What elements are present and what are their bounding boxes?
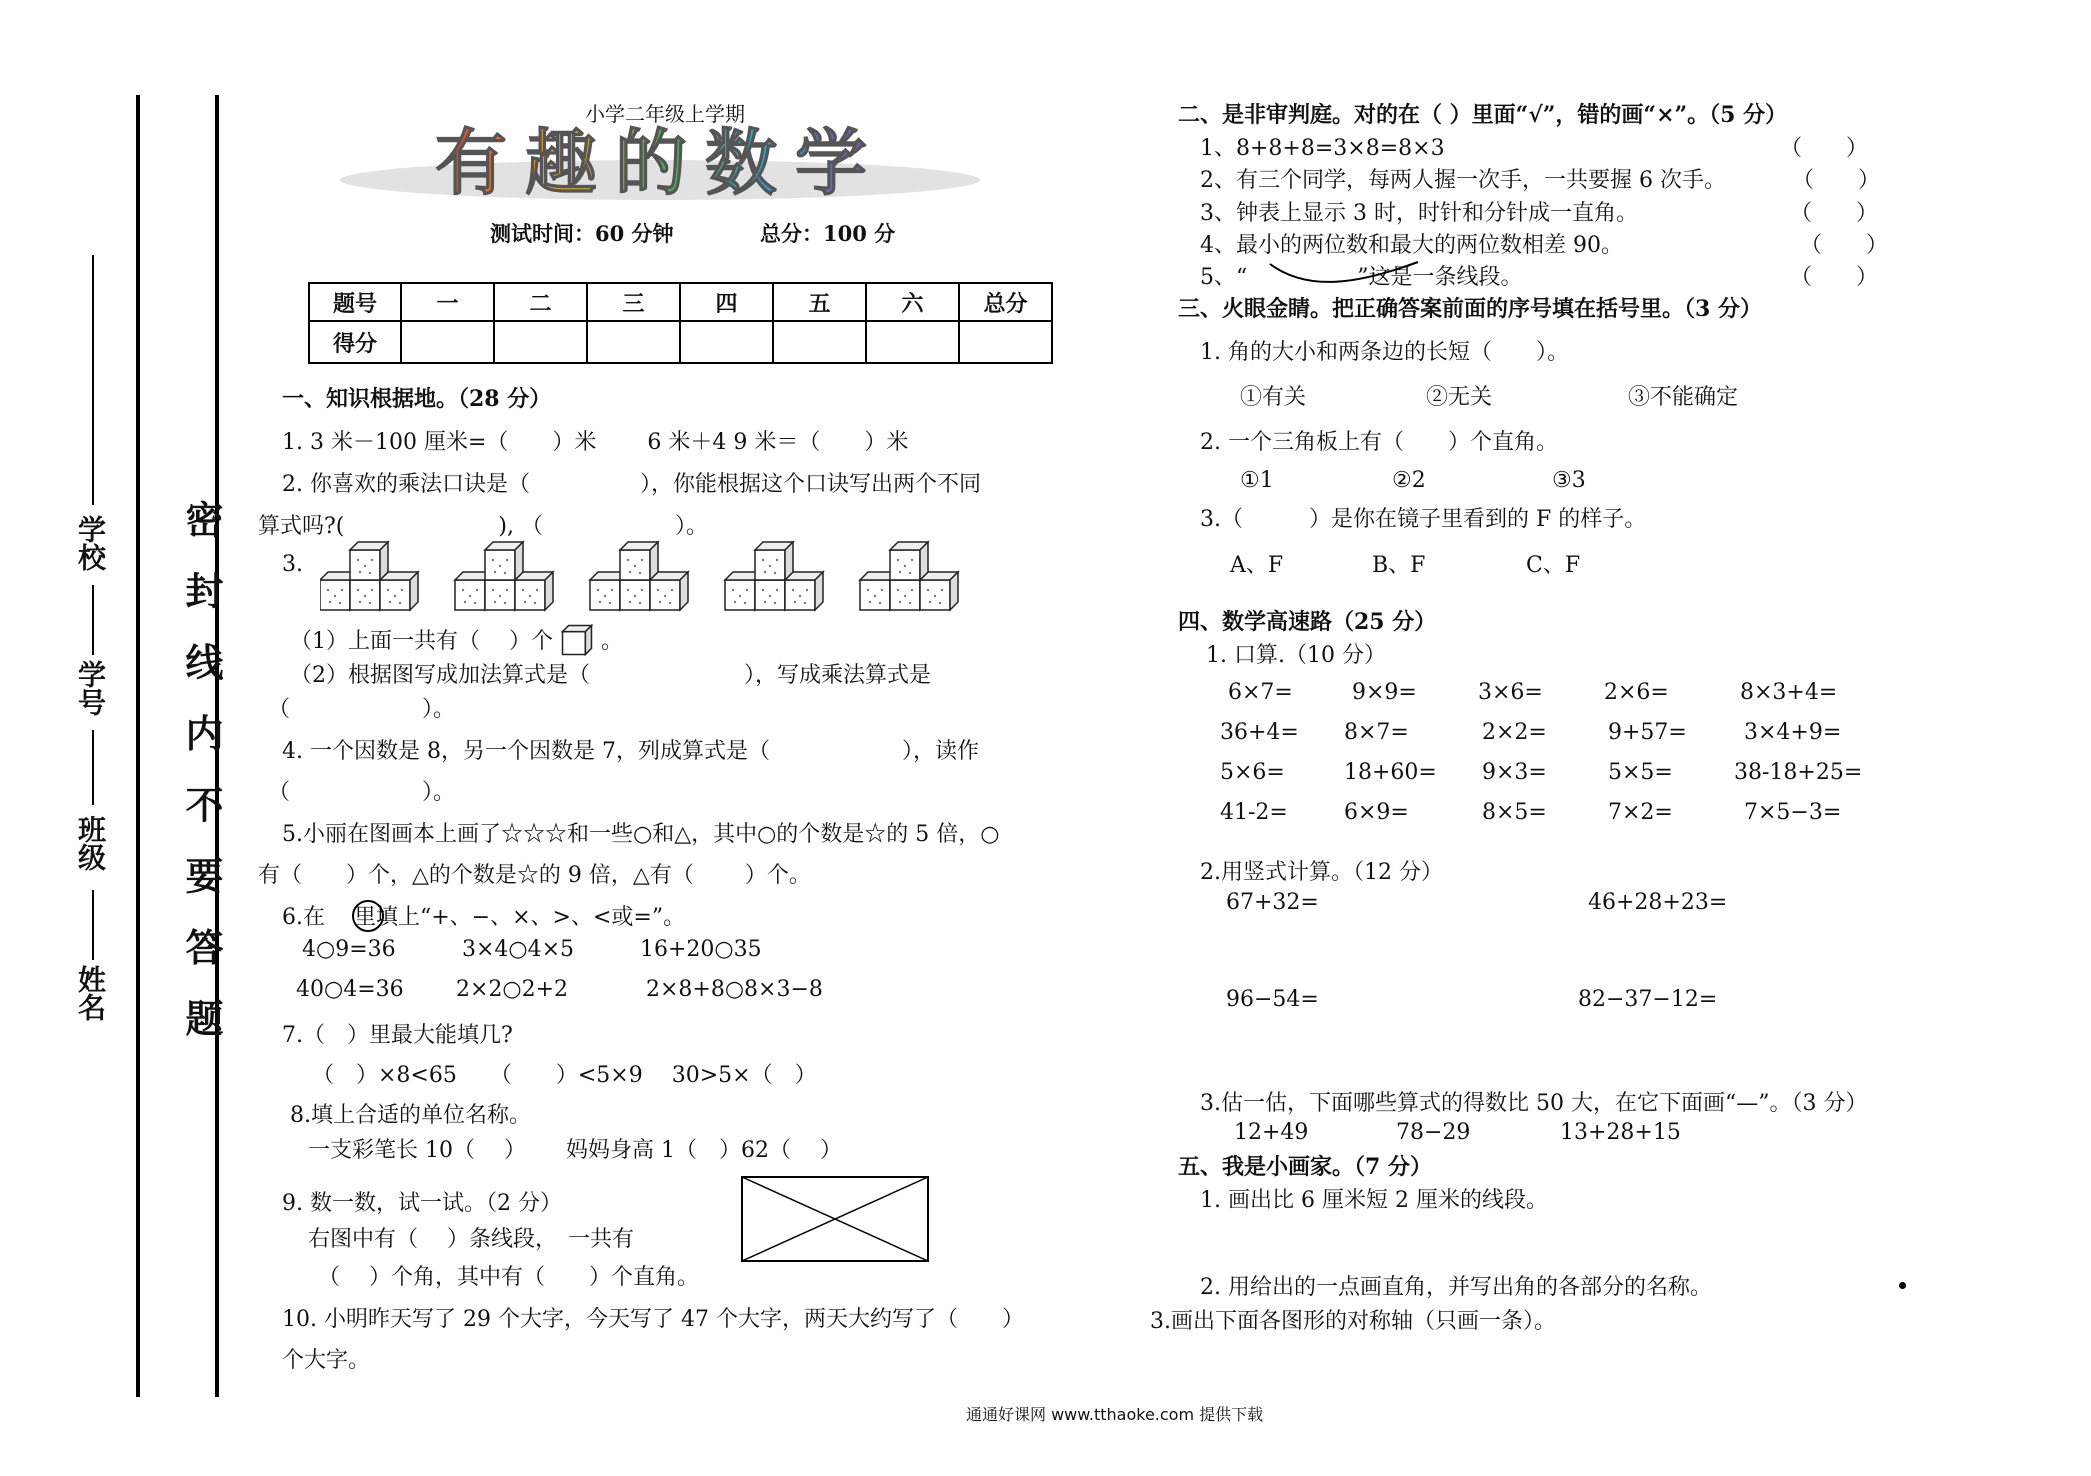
s1-q3-1 <box>290 624 623 656</box>
section4-heading: 四、数学高速路（25 分） <box>1178 609 1437 635</box>
s5-q3: 3.画出下面各图形的对称轴（只画一条）。 <box>1150 1309 1556 1334</box>
oral-item: 7×2= <box>1608 800 1673 825</box>
s1-q3-2b: （ ）。 <box>268 697 456 722</box>
s1-q5a: 5.小丽在图画本上画了☆☆☆和一些○和△，其中○的个数是☆的 5 倍，○ <box>282 822 1000 847</box>
score-head-cell: 五 <box>773 283 866 321</box>
vert-calc-4: 82−37−12= <box>1578 987 1718 1012</box>
cube-figure-4 <box>725 542 823 610</box>
s2-item-2: 2、有三个同学，每两人握一次手，一共要握 6 次手。 <box>1200 168 1726 193</box>
s2-paren-4: （ ） <box>1800 233 1889 258</box>
score-header-row <box>309 283 1052 321</box>
oral-item: 6×9= <box>1344 800 1409 825</box>
binding-line-outer <box>136 95 140 1397</box>
s1-q8: 8.填上合适的单位名称。 <box>290 1103 531 1128</box>
score-head-cell: 六 <box>866 283 959 321</box>
s1-q4b: （ ）。 <box>268 780 456 805</box>
vert-calc-3: 96−54= <box>1226 987 1319 1012</box>
s1-q3-1-end: 。 <box>601 629 624 654</box>
s2-paren-3: （ ） <box>1790 201 1879 226</box>
s1-q1: 1. 3 米－100 厘米=（ ）米 6 米＋4 9 米＝（ ）米 <box>282 430 909 455</box>
field-name-line <box>92 890 94 960</box>
s1-q10a: 10. 小明昨天写了 29 个大字，今天写了 47 个大字，两天大约写了（ ） <box>282 1307 1024 1332</box>
field-name-label: 姓名 <box>74 965 107 1021</box>
s1-q5b: 有（ ）个，△的个数是☆的 9 倍，△有（ ）个。 <box>258 863 811 888</box>
s3-q2-opt-1: ①1 <box>1240 468 1274 493</box>
title-text: 有趣的数学 <box>434 121 886 205</box>
field-class-label: 班级 <box>74 815 107 871</box>
s3-q1-opt-3: ③不能确定 <box>1628 385 1739 410</box>
cube-figures <box>320 540 980 612</box>
cube-figure-5 <box>860 542 958 610</box>
score-head-cell: 题号 <box>309 283 401 321</box>
score-head-cell: 一 <box>401 283 494 321</box>
s3-q3-opt-c: C、F <box>1526 553 1581 578</box>
s3-q3: 3.（ ）是你在镜子里看到的 F 的样子。 <box>1200 507 1647 532</box>
given-point <box>1899 1282 1906 1289</box>
s3-q2-opt-2: ②2 <box>1392 468 1426 493</box>
s3-q1-opt-2: ②无关 <box>1426 385 1493 410</box>
section3-heading: 三、火眼金睛。把正确答案前面的序号填在括号里。（3 分） <box>1178 296 1762 322</box>
score-value-cell[interactable] <box>587 321 680 363</box>
s1-q7-row: （ ）×8<65 （ ）<5×9 30>5×（ ） <box>312 1063 817 1088</box>
grade-label: 小学二年级上学期 <box>585 102 745 126</box>
vert-calc-1: 67+32= <box>1226 890 1319 915</box>
score-value-cell[interactable] <box>494 321 587 363</box>
oral-item: 2×2= <box>1482 720 1547 745</box>
oral-item: 18+60= <box>1344 760 1437 785</box>
s4-q3: 3.估一估，下面哪些算式的得数比 50 大，在它下面画“—”。（3 分） <box>1200 1091 1868 1116</box>
s1-q9a: 右图中有（ ）条线段， 一共有 <box>308 1227 634 1252</box>
s3-q1: 1. 角的大小和两条边的长短（ ）。 <box>1200 340 1569 365</box>
estimate-item-1: 12+49 <box>1234 1120 1309 1145</box>
total-score: 总分：100 分 <box>760 221 896 246</box>
s3-q3-opt-b: B、F <box>1372 553 1426 578</box>
s2-item-4: 4、最小的两位数和最大的两位数相差 90。 <box>1200 233 1623 258</box>
field-class-line <box>92 730 94 805</box>
oral-item: 3×6= <box>1478 680 1543 705</box>
cube-figure-1 <box>320 542 418 610</box>
s4-q2: 2.用竖式计算。（12 分） <box>1200 860 1443 885</box>
cube-figure-3 <box>590 542 688 610</box>
s1-q6-r2-2: 2×2○2+2 <box>456 977 569 1002</box>
oral-item: 9×3= <box>1482 760 1547 785</box>
s5-q2: 2. 用给出的一点画直角，并写出角的各部分的名称。 <box>1200 1275 1712 1300</box>
score-value-cell[interactable] <box>959 321 1052 363</box>
circle-blank-icon <box>352 900 384 932</box>
section1-heading: 一、知识根据地。（28 分） <box>282 386 552 412</box>
score-value-cell[interactable] <box>401 321 494 363</box>
oral-item: 5×6= <box>1220 760 1285 785</box>
cube-figure-2 <box>455 542 553 610</box>
oral-item: 6×7= <box>1228 680 1293 705</box>
s1-q6-r2-1: 40○4=36 <box>296 977 404 1002</box>
oral-item: 3×4+9= <box>1744 720 1842 745</box>
test-time: 测试时间：60 分钟 <box>490 221 674 246</box>
score-value-label: 得分 <box>309 321 401 363</box>
score-value-row <box>309 321 1052 363</box>
oral-item: 8×3+4= <box>1740 680 1838 705</box>
oral-item: 9+57= <box>1608 720 1687 745</box>
score-value-cell[interactable] <box>680 321 773 363</box>
oral-item: 41-2= <box>1220 800 1288 825</box>
s2-paren-2: （ ） <box>1792 168 1881 193</box>
crossed-rectangle-figure <box>740 1175 930 1263</box>
s3-q1-opt-1: ①有关 <box>1240 385 1307 410</box>
score-value-cell[interactable] <box>773 321 866 363</box>
footer: 通通好课网 www.tthaoke.com 提供下载 <box>966 1405 1264 1424</box>
s2-paren-1: （ ） <box>1780 136 1869 161</box>
s1-q3-1-text: （1）上面一共有（ ）个 <box>290 629 553 654</box>
s2-paren-5: （ ） <box>1790 265 1879 290</box>
s1-q7: 7.（ ）里最大能填几? <box>282 1023 513 1048</box>
score-head-cell: 四 <box>680 283 773 321</box>
field-school-label: 学校 <box>74 515 107 571</box>
score-head-cell: 总分 <box>959 283 1052 321</box>
s5-q1: 1. 画出比 6 厘米短 2 厘米的线段。 <box>1200 1188 1548 1213</box>
cube-icon <box>560 624 594 656</box>
score-value-cell[interactable] <box>866 321 959 363</box>
s4-q1: 1. 口算.（10 分） <box>1206 643 1386 668</box>
s1-q6-r1-2: 3×4○4×5 <box>462 937 575 962</box>
oral-item: 38-18+25= <box>1734 760 1863 785</box>
s1-q9b: （ ）个角，其中有（ ）个直角。 <box>318 1265 699 1290</box>
s2-item-5: 5、“ ”这是一条线段。 <box>1200 265 1523 290</box>
score-head-cell: 二 <box>494 283 587 321</box>
s1-q4a: 4. 一个因数是 8，另一个因数是 7，列成算式是（ ），读作 <box>282 739 979 764</box>
curve-figure <box>1268 258 1428 286</box>
score-table <box>308 282 1053 364</box>
oral-item: 9×9= <box>1352 680 1417 705</box>
oral-item: 36+4= <box>1220 720 1299 745</box>
s1-q6-r1-1: 4○9=36 <box>302 937 396 962</box>
s1-q6: 6.在 里填上“+、−、×、>、<或=”。 <box>282 905 686 930</box>
s3-q3-opt-a: A、F <box>1230 553 1284 578</box>
section5-heading: 五、我是小画家。（7 分） <box>1178 1154 1432 1180</box>
oral-item: 8×5= <box>1482 800 1547 825</box>
title-art <box>330 118 990 210</box>
s2-item-3: 3、钟表上显示 3 时，时针和分针成一直角。 <box>1200 201 1638 226</box>
s1-q2a: 2. 你喜欢的乘法口诀是（ ），你能根据这个口诀写出两个不同 <box>282 472 981 497</box>
s3-q2: 2. 一个三角板上有（ ）个直角。 <box>1200 430 1558 455</box>
binding-warning: 密 封 线 内 不 要 答 题 <box>179 500 224 1047</box>
s1-q6-r1-3: 16+20○35 <box>640 937 762 962</box>
oral-item: 7×5−3= <box>1744 800 1842 825</box>
s1-q10b: 个大字。 <box>282 1348 371 1373</box>
section2-heading: 二、是非审判庭。对的在（ ）里面“√”，错的画“×”。（5 分） <box>1178 102 1788 128</box>
estimate-item-3: 13+28+15 <box>1560 1120 1681 1145</box>
field-school-line <box>92 255 94 505</box>
vert-calc-2: 46+28+23= <box>1588 890 1728 915</box>
estimate-item-2: 78−29 <box>1396 1120 1471 1145</box>
score-head-cell: 三 <box>587 283 680 321</box>
s1-q6-r2-3: 2×8+8○8×3−8 <box>646 977 823 1002</box>
s1-q9: 9. 数一数，试一试。（2 分） <box>282 1191 562 1216</box>
oral-item: 5×5= <box>1608 760 1673 785</box>
s1-q2b: 算式吗?( ), （ ）。 <box>258 514 708 539</box>
s1-q3-label: 3. <box>282 552 303 577</box>
oral-item: 8×7= <box>1344 720 1409 745</box>
field-id-label: 学号 <box>74 660 107 716</box>
field-id-line <box>92 585 94 655</box>
s2-item-1: 1、8+8+8=3×8=8×3 <box>1200 136 1445 161</box>
s3-q2-opt-3: ③3 <box>1552 468 1586 493</box>
s1-q8-row: 一支彩笔长 10（ ） 妈妈身高 1（ ）62（ ） <box>308 1138 842 1163</box>
oral-item: 2×6= <box>1604 680 1669 705</box>
s1-q3-2a: （2）根据图写成加法算式是（ ），写成乘法算式是 <box>290 663 931 688</box>
